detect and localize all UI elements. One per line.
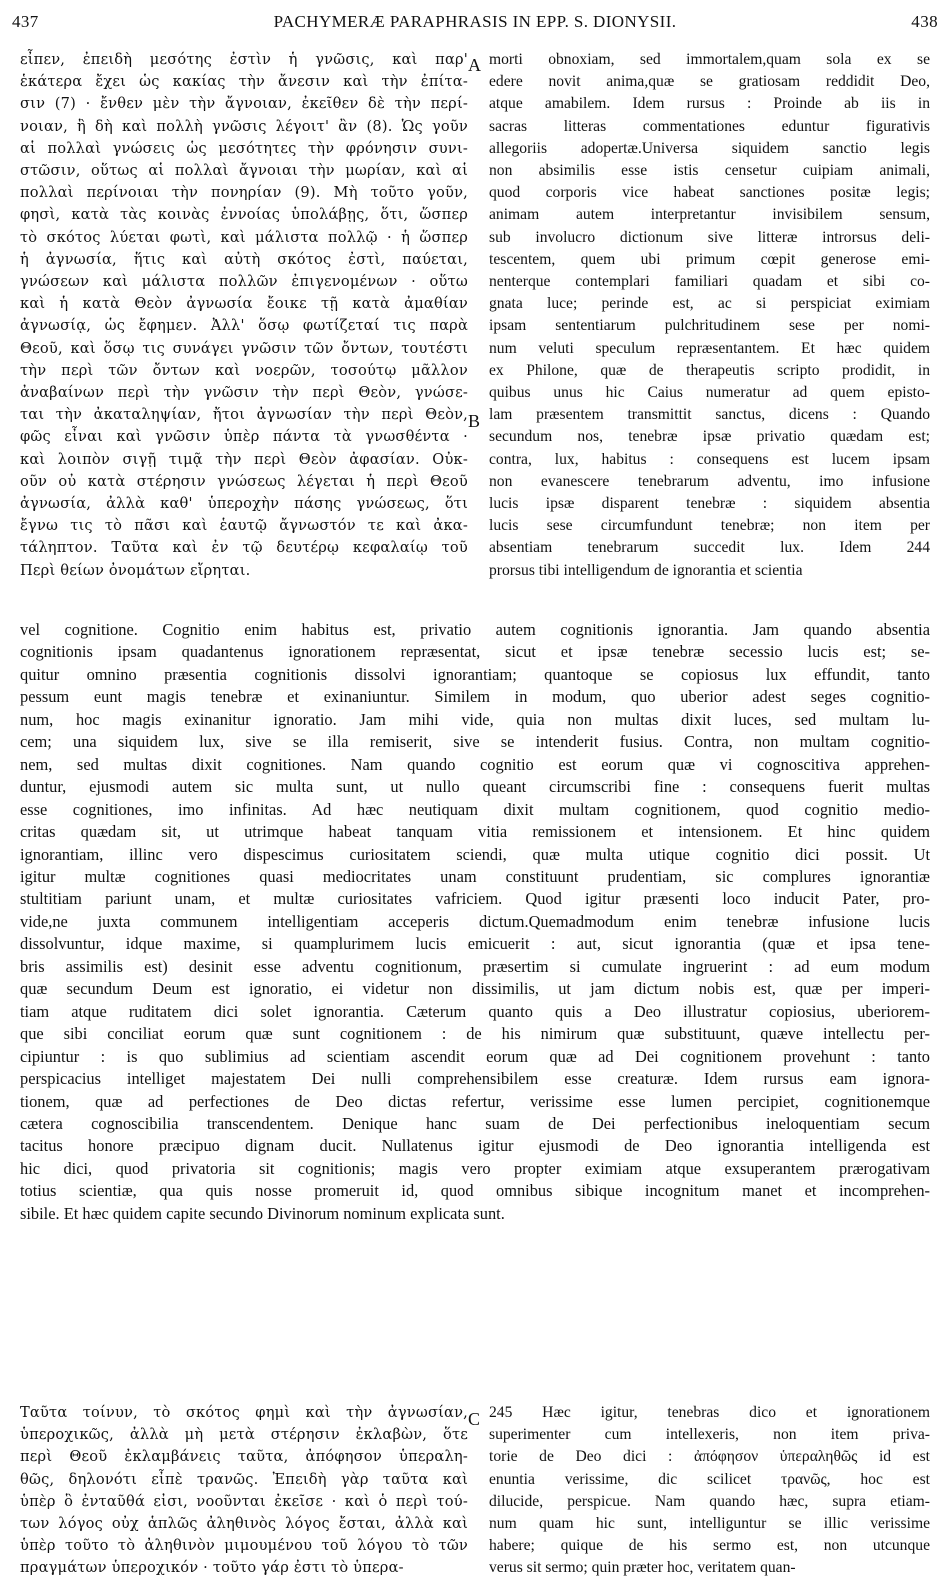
- section-marker-a: A: [468, 55, 481, 75]
- greek-column-bottom: [20, 1402, 468, 1580]
- text-line: atque amabilem. Idem rursus : Proinde ab iis in: [489, 95, 930, 113]
- text-line: prorsus tibi intelligendum de ignorantia et scientia: [489, 561, 803, 579]
- text-line: animam autem interpretantur invisibilem sensum,: [489, 206, 930, 224]
- text-line: perspicacius intelliget majestatem Dei nulli comprehensibilem esse creaturæ. Idem rursus eam ignora-: [20, 1069, 930, 1089]
- text-line: περὶ Θεοῦ ἐκλαμβάνεις ταῦτα, ἀπόφησον ὑπεραλη-: [20, 1448, 468, 1466]
- text-line: dilucide, perspicue. Nam quando hæc, supra etiam-: [489, 1492, 930, 1510]
- text-line: superimenter cum intellexeris, non item priva-: [489, 1426, 930, 1444]
- text-line: φησὶ, κατὰ τὰς κοινὰς ἐννοίας ὑπολάβῃς, ὅτι, ὥσπερ: [20, 206, 468, 224]
- text-line: contra, lux, habitus : consequens est lucem ipsam: [489, 450, 930, 468]
- text-line: que sibi conciliat eorum quæ sunt cognitionem : de his nimirum quæ substituunt, quæve intellectu per-: [20, 1024, 930, 1044]
- text-line: Ταῦτα τοίνυν, τὸ σκότος φημὶ καὶ τὴν ἀγνωσίαν,: [20, 1404, 468, 1421]
- page-number-left: 437: [12, 12, 39, 31]
- text-line: ὑπὲρ ὃ ἐνταῦθά εἰσι, νοοῦνται ἐκεῖσε · καὶ ὁ περὶ τού-: [20, 1492, 468, 1510]
- text-line: ἀγνωσίᾳ, ὡς ἔφημεν. Ἀλλ' ὅσῳ φωτίζεταί τις παρὰ: [20, 317, 468, 335]
- text-line: γνώσεων καὶ μάλιστα πολλῶν ἐπιγενομένων · οὕτω: [20, 273, 468, 291]
- text-line: vide,ne juxta communem intelligentiam acceperis dictum.Quemadmodum enim tenebræ infusione lucis: [20, 911, 930, 931]
- text-line: lucis ipsæ disparent tenebræ : siquidem absentia: [489, 495, 930, 513]
- text-line: torie de Deo dici : ἀπόφησον ὑπεραληθῶς id est: [489, 1448, 930, 1466]
- text-line: εἶπεν, ἐπειδὴ μεσότης ἐστὶν ἡ γνῶσις, καὶ παρ': [20, 51, 468, 68]
- text-line: ex Philone, quæ de therapeutis scripto prodidit, in: [489, 361, 930, 379]
- text-line: ὑπὲρ τοῦτο τὸ ἀληθινὸν μιμουμένου τοῦ λόγου τὸ τῶν: [20, 1537, 468, 1555]
- text-line: habere; quique de his sermo est, non utcunque: [489, 1537, 930, 1555]
- text-line: cognitionis ipsam quadantenus ignorationem repræsentat, sicut et ipsæ tenebræ secessio lucis est; se-: [20, 642, 930, 662]
- text-line: non evanescere tenebrarum adventu, imo infusione: [489, 472, 930, 490]
- text-line: τὴν περὶ τῶν ὄντων καὶ νοερῶν, τοσούτῳ μᾶλλον: [20, 361, 468, 379]
- greek-column-top: [20, 49, 468, 582]
- text-line: non absimilis esse istis censetur cuipiam animali,: [489, 162, 930, 180]
- text-line: secundum nos, tenebræ ipsæ privatio quædam est;: [489, 428, 930, 446]
- text-line: hic dici, quod privatoria sit cognitionis; magis vero propter eximiam atque exsuperantem prærogativam: [20, 1158, 930, 1178]
- text-line: nenterque contemplari familiari quadam et sibi co-: [489, 273, 930, 291]
- text-line: ἀναβαίνων περὶ τὴν γνῶσιν τὴν περὶ Θεὸν, γνώσε-: [20, 384, 468, 402]
- text-line: allegoriis adopertæ.Universa siquidem sanctio legis: [489, 139, 930, 157]
- text-line: cætera cognoscibilia transcendentem. Denique hanc suam de Dei perfectionibus ineloquentiam secum: [20, 1113, 930, 1133]
- text-line: τὸ σκότος λύεται φωτὶ, καὶ μάλιστα πολλῷ · ἡ ὥσπερ: [20, 228, 468, 246]
- text-line: στῶσιν, οὕτως αἱ πολλαὶ ἄγνοιαι τὴν μωρίαν, καὶ αἱ: [20, 162, 468, 180]
- text-line: ἀγνωσία, ἀλλὰ καθ' ὑπεροχὴν πάσης γνώσεως, ὅτι: [20, 495, 468, 513]
- text-line: lam præsentem transmittit sanctus, dicens : Quando: [489, 406, 930, 424]
- text-line: enuntia verissime, dic scilicet τρανῶς, hoc est: [489, 1470, 930, 1488]
- text-line: αἱ πολλαὶ γνώσεις ὡς μεσότητες τὴν φρόνησιν συνι-: [20, 139, 468, 157]
- text-line: quod corporis vice habeat sanctiones positæ legis;: [489, 184, 930, 202]
- text-line: ἔγνω τις τὸ πᾶσι καὶ ἑαυτῷ ἄγνωστόν τε καὶ ἀκα-: [20, 517, 468, 535]
- text-line: morti obnoxiam, sed immortalem,quam sola ex se: [489, 51, 930, 68]
- text-line: ἡ ἀγνωσία, ἥτις καὶ αὐτὴ σκότος ἐστὶ, παύεται,: [20, 250, 468, 268]
- text-line: critas quædam sit, ut utrimque habeat tanquam vitia remissionem et intensionem. Et hinc quidem: [20, 822, 930, 842]
- text-line: τάληπτον. Ταῦτα καὶ ἐν τῷ δευτέρῳ κεφαλαίῳ τοῦ: [20, 539, 468, 557]
- text-line: sacras litteras commentationes eduntur figurativis: [489, 117, 930, 135]
- text-line: Περὶ θείων ὀνομάτων εἴρηται.: [20, 561, 251, 579]
- text-line: ται τὴν ἀκαταληψίαν, ἤτοι ἀγνωσίαν τὴν περὶ Θεὸν,: [20, 406, 468, 424]
- section-marker-b: B: [468, 411, 481, 431]
- text-line: καὶ λοιπὸν σιγῇ τιμᾷ τὴν περὶ Θεὸν ἀφασίαν. Οὐκ-: [20, 450, 468, 468]
- text-line: bris assimilis est) desinit esse adventu cognitionum, præsertim si cumulate ingruerint : ad eum modum: [20, 956, 930, 976]
- text-line: totius scientiæ, qua quis nosse promeruit id, quod omnibus sibique incognitum manet et incomprehen-: [20, 1181, 930, 1201]
- text-line: καὶ ἡ κατὰ Θεὸν ἀγνωσία ἔοικε τῇ κατὰ ἀμαθίαν: [20, 295, 468, 313]
- page-number-right: 438: [911, 12, 938, 31]
- text-line: ignorantiam, illinc vero dispescimus curiositatem sciendi, quæ multa utique cognitio dici possit. Ut: [20, 844, 930, 864]
- text-line: vel cognitione. Cognitio enim habitus est, privatio autem cognitionis ignorantia. Jam quando absentia: [20, 620, 930, 639]
- text-line: tiam atque ruditatem dici solet ignorantia. Cæterum quanto quis a Deo illustratur copiosius, uberiorem-: [20, 1001, 930, 1021]
- text-line: 245 Hæc igitur, tenebras dico et ignorationem: [489, 1404, 930, 1421]
- running-title: PACHYMERÆ PARAPHRASIS IN EPP. S. DIONYSII.: [273, 12, 677, 31]
- text-line: sibile. Et hæc quidem capite secundo Divinorum nominum explicata sunt.: [20, 1203, 505, 1223]
- text-line: lucis sese circumfundunt tenebræ; non item per: [489, 517, 930, 535]
- text-line: ipsam sententiarum pulchritudinem sese per nomi-: [489, 317, 930, 335]
- text-line: nem, sed multas dixit cognitiones. Nam quando cognitio est eorum quæ vi cognoscitiva apprehen-: [20, 754, 930, 774]
- text-line: pessum eunt magis tenebræ et exinaniuntur. Similem in modum, quo uberior adest seges cognitio-: [20, 687, 930, 707]
- text-line: σιν (7) · ἔνθεν μὲν τὴν ἄγνοιαν, ἐκεῖθεν δὲ τὴν περί-: [20, 95, 468, 113]
- text-line: Θεοῦ, καὶ ὅσῳ τις συνάγει γνῶσιν τῶν ὄντων, τουτέστι: [20, 339, 468, 357]
- latin-full-width-block: [20, 619, 930, 1225]
- text-line: tescentem, quem ubi primum cœpit generose emi-: [489, 250, 930, 268]
- latin-column-top: [489, 49, 930, 582]
- text-line: cipiuntur : is quo sublimius ad scientiam ascendit eorum quæ ad Dei cognitionem provehunt : tanto: [20, 1046, 930, 1066]
- text-line: esse cognitiones, imo infinitas. Ad hæc neutiquam dixit multam cognitionem, quod cognitio medio-: [20, 799, 930, 819]
- text-line: tionem, quæ ad perfectiones de Deo dictas refertur, verissime esse lumen percipiet, cognitionemque: [20, 1091, 930, 1111]
- text-line: absentiam tenebrarum succedit lux. Idem 244: [489, 539, 930, 557]
- text-line: quibus unus hic Caius numeratur ad quem episto-: [489, 384, 930, 402]
- text-line: stultitiam pariunt unam, et multæ curiositates vafriciem. Quod igitur præsenti loco inducit Pater, pro-: [20, 889, 930, 909]
- text-line: verus sit sermo; quin præter hoc, veritatem quan-: [489, 1559, 796, 1577]
- text-line: φῶς εἶναι καὶ γνῶσιν ὑπὲρ πάντα τὰ γνωσθέντα ·: [20, 428, 468, 446]
- text-line: sub involucro dictionum sive litteræ introrsus deli-: [489, 228, 930, 246]
- text-line: num quam hic sunt, intelliguntur se illic verissime: [489, 1515, 930, 1533]
- text-line: ὑπεροχικῶς, ἀλλὰ μὴ μετὰ στέρησιν ἐκλαβὼν, ὅτε: [20, 1426, 468, 1444]
- running-header: [12, 12, 938, 36]
- text-line: οῦν οὐ κατὰ στέρησιν γνώσεως λέγεται ἡ περὶ Θεοῦ: [20, 472, 468, 490]
- text-line: θῶς, δηλονότι εἶπὲ τρανῶς. Ἐπειδὴ γὰρ ταῦτα καὶ: [20, 1470, 468, 1488]
- text-line: cem; una siquidem lux, sive se illa remiserit, sive se intenderit fusius. Contra, non multam cognitio-: [20, 732, 930, 752]
- text-line: των λόγος οὐχ ἁπλῶς ἀληθινὸς λόγος ἔσται, ἀλλὰ καὶ: [20, 1515, 468, 1533]
- text-line: ἑκάτερα ἔχει ὡς κακίας τὴν ἄνεσιν καὶ τὴν ἐπίτα-: [20, 73, 468, 91]
- latin-column-bottom: [489, 1402, 930, 1580]
- section-marker-c: C: [468, 1409, 481, 1429]
- text-line: πραγμάτων ὑπεροχικόν · τοῦτο γάρ ἐστι τὸ ὑπερα-: [20, 1559, 404, 1577]
- text-line: πολλαὶ περίνοιαι τὴν πονηρίαν (9). Μὴ τοῦτο γοῦν,: [20, 184, 468, 202]
- text-line: edere novit anima,quæ se gratiosam reddidit Deo,: [489, 73, 930, 91]
- text-line: num veluti speculum repræsentantem. Et hæc quidem: [489, 339, 930, 357]
- text-line: gnata luce; perinde est, ac si perspiciat eximiam: [489, 295, 930, 313]
- text-line: duntur, ejusmodi autem sic multa sunt, ut nullo queant circumscribi fine : consequens fuerit multas: [20, 777, 930, 797]
- text-line: quitur omnino præsentia cognitionis dissolvi ignorantiam; quantoque se copiosus lux effundit, tanto: [20, 664, 930, 684]
- text-line: dissolvuntur, idque maxime, si quamplurimem lucis emicuerit : aut, sicut ignorantia (quæ et ipsa tene-: [20, 934, 930, 954]
- text-line: tacitus honore præcipuo dignam ducit. Nullatenus igitur ejusmodi de Deo ignorantia intelligenda est: [20, 1136, 930, 1156]
- text-line: num, hoc magis exinanitur ignoratio. Jam mihi vide, quia non multas dixit luces, sed multam lu-: [20, 709, 930, 729]
- text-line: νοιαν, ἣ δὴ καὶ πολλὴ γνῶσις λέγοιτ' ἂν (8). Ὡς γοῦν: [20, 117, 468, 135]
- text-line: igitur multæ cognitiones quasi mediocritates unam constituunt prudentiam, sic complures ignorantiæ: [20, 866, 930, 886]
- text-line: quæ secundum Deum est ignoratio, ei videtur non dissimilis, ut jam dictum nobis est, quæ per imperi-: [20, 979, 930, 999]
